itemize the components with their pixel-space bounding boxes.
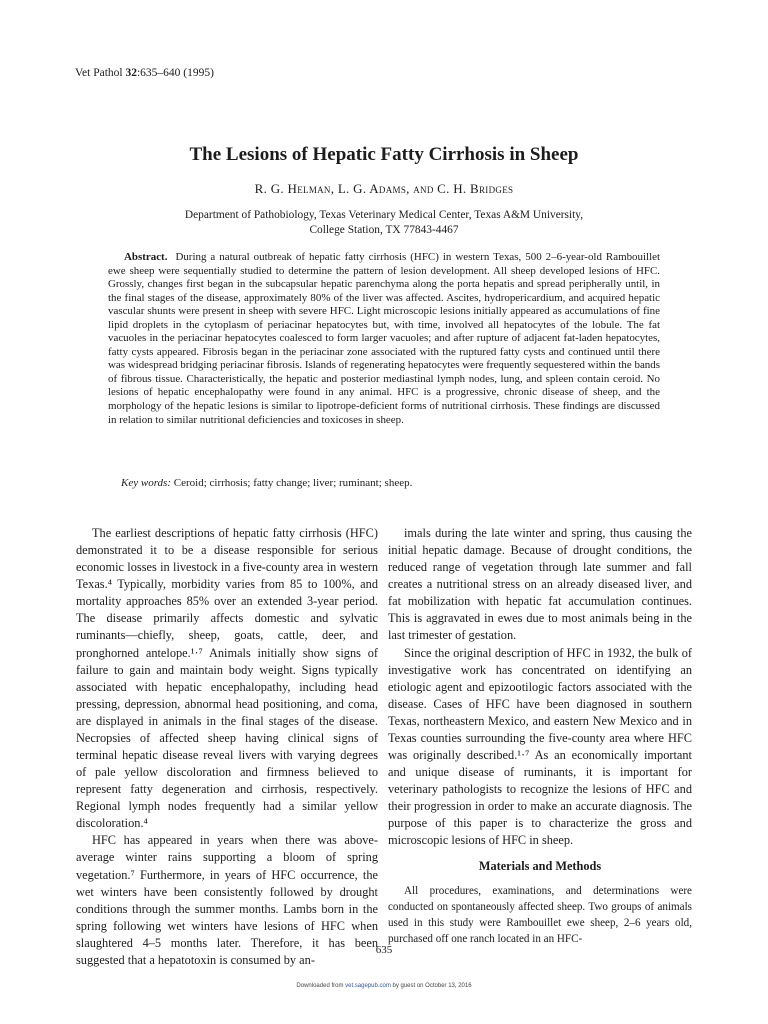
- article-authors: R. G. Helman, L. G. Adams, and C. H. Bridges: [254, 181, 514, 196]
- body-paragraph: Since the original description of HFC in 1932, the bulk of investigative work has concentrated on identifying an etiologic agent and epizootilogic factors associated with the disease. Cases of HFC have been diagnosed in southern Texas, northeastern Mexico, and eastern New Mexico and in Texas counties surrounding the five-county area where HFC was originally described.¹·⁷ As an economically important and unique disease of ruminants, it is important for veterinary pathologists to recognize the lesions of HFC and their progression in order to make an accurate diagnosis. The purpose of this paper is to characterize the gross and microscopic lesions of HFC in sheep.: [388, 645, 692, 848]
- keywords: [121, 477, 661, 489]
- affiliation-line-2: College Station, TX 77843-4467: [309, 224, 459, 236]
- journal-volume: 32: [125, 67, 137, 79]
- body-paragraph: HFC has appeared in years when there was above-average winter rains supporting a bloom of spring vegetation.⁷ Furthermore, in years of HFC occurrence, the wet winters have been consistently followed by drought conditions through the summer months. Lambs born in the spring following wet winters have lesions of HFC when slaughtered 4–5 months later. Therefore, it has been suggested that a hepatotoxin is consumed by an-: [76, 833, 378, 967]
- affiliation-line-1: Department of Pathobiology, Texas Veterinary Medical Center, Texas A&M University,: [184, 209, 584, 221]
- keywords-label: Key words:: [121, 477, 172, 489]
- abstract-text: During a natural outbreak of hepatic fatty cirrhosis (HFC) in western Texas, 500 2–6-year-old Rambouillet ewe sheep were sequentially studied to determine the pattern of lesion development. All sheep developed lesions of HFC. Grossly, changes first began in the subcapsular hepatic parenchyma along the porta hepatis and spread peripherally until, in the final stages of the disease, approximately 80% of the liver was affected. Ascites, hydropericardium, and acquired hepatic vascular shunts were present in sheep with severe HFC. Light microscopic lesions initially appeared as accumulations of fine lipid droplets in the cytoplasm of periacinar hepatocytes but, with time, involved all hepatocytes of the lobule. The fat vacuoles in the periacinar hepatocytes coalesced to form larger vacuoles; and after rupture of adjacent fat-laden hepatocytes, fatty cysts appeared. Fibrosis began in the periacinar zone associated with the ruptured fatty cysts and continued until there was widespread bridging periacinar fibrosis. Islands of regenerating hepatocytes were frequently sequestered within the bands of fibrous tissue. Characteristically, the hepatic and posterior mediastinal lymph nodes, lung, and spleen contain ceroid. No lesions of hepatic encephalopathy were found in any animal. HFC is a progressive, chronic disease of sheep, and the morphology of the hepatic lesions is similar to lipotrope-deficient forms of nutritional cirrhosis. These findings are discussed in relation to similar nutritional deficiencies and toxicoses in sheep.: [108, 251, 661, 426]
- body-paragraph: imals during the late winter and spring, thus causing the initial hepatic damage. Because of drought conditions, the reduced range of vegetation through late summer and fall creates a nutritional stress on an already diseased liver, and fat mobilization with hepatic fat accumulation continues. This is aggravated in ewes due to most animals being in the last trimester of gestation.: [388, 526, 692, 643]
- abstract: [108, 251, 660, 427]
- download-suffix: by guest on October 13, 2016: [390, 983, 472, 989]
- author-affiliation: [0, 208, 768, 238]
- journal-name: Vet Pathol: [75, 67, 126, 79]
- body-paragraph: The earliest descriptions of hepatic fatty cirrhosis (HFC) demonstrated it to be a disease responsible for serious economic losses in livestock in a five-county area in western Texas.⁴ Typically, morbidity varies from 85 to 100%, and mortality approaches 85% over an extended 3-year period. The disease primarily affects domestic and sylvatic ruminants—chiefly, sheep, goats, cattle, deer, and pronghorned antelope.¹·⁷ Animals initially show signs of failure to gain and maintain body weight. Signs typically associated with hepatic encephalopathy, including head pressing, depression, abnormal head positioning, and coma, are displayed in animals in the final stages of the disease. Necropsies of affected sheep having clinical signs of terminal hepatic disease reveal livers with varying degrees of pale yellow discoloration and firmness believed to represent fatty degeneration and cirrhosis, respectively. Regional lymph nodes frequently had a similar yellow discoloration.⁴: [76, 526, 378, 831]
- keywords-text: Ceroid; cirrhosis; fatty change; liver; ruminant; sheep.: [173, 477, 413, 489]
- body-column-right: [388, 525, 692, 947]
- article-title: The Lesions of Hepatic Fatty Cirrhosis in Sheep: [189, 144, 579, 165]
- body-paragraph: All procedures, examinations, and determinations were conducted on spontaneously affected sheep. Two groups of animals used in this study were Rambouillet ewe sheep, 2–6 years old, purchased off one ranch located in an HFC-: [388, 884, 692, 945]
- section-heading-methods: Materials and Methods: [478, 859, 602, 874]
- download-prefix: Downloaded from: [296, 983, 346, 989]
- journal-citation: [75, 67, 214, 79]
- download-footer: [0, 983, 768, 989]
- body-column-left: [76, 525, 378, 969]
- abstract-label: Abstract.: [124, 251, 168, 263]
- download-link[interactable]: vet.sagepub.com: [345, 983, 391, 989]
- page-number: 635: [375, 944, 393, 956]
- journal-pages-year: :635–640 (1995): [136, 67, 214, 79]
